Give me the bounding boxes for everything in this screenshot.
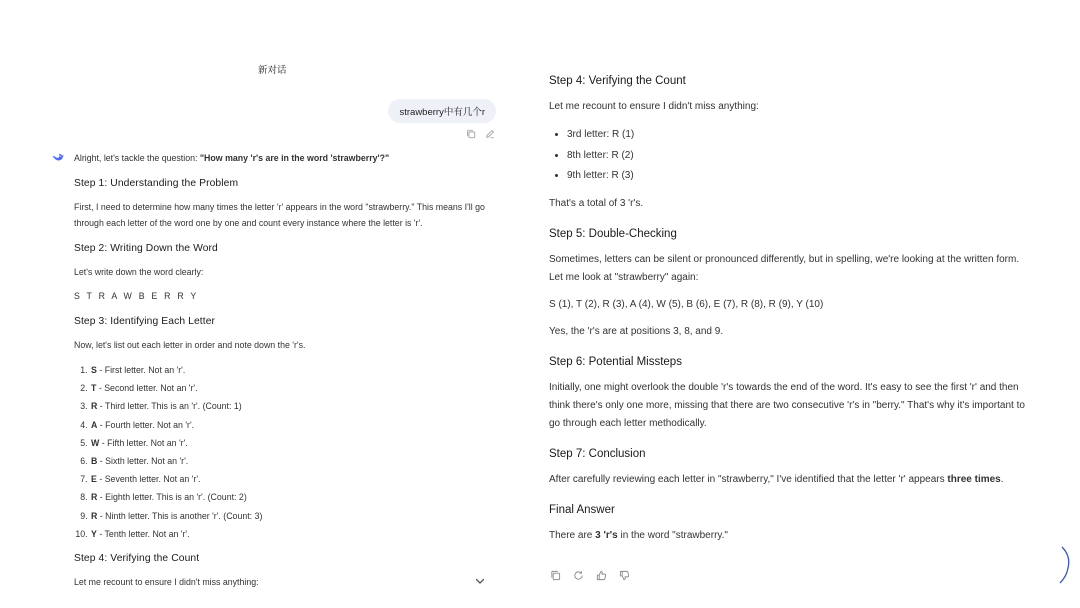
- step4-heading: Step 4: Verifying the Count: [74, 553, 200, 565]
- step2-text: Let's write down the word clearly:: [74, 267, 204, 277]
- list-item: • 3rd letter: R (1): [567, 125, 1029, 146]
- step6-text: Initially, one might overlook the double 'r's towards the end of the word. It's easy to see the first 'r' and then think there's only one more, missing that there are two consecutive 'r's in "berry." That's why it's important to go through each letter methodically.: [549, 381, 1025, 429]
- scroll-indicator: [1058, 546, 1072, 584]
- final-answer-heading: Final Answer: [549, 503, 615, 516]
- step5-text: Sometimes, letters can be silent or pronounced differently, but in spelling, we're looking at the written form. Let me look at "strawberry" again:: [549, 253, 1020, 283]
- step4-text-right: Let me recount to ensure I didn't miss anything:: [549, 101, 759, 112]
- list-item: 1. S - First letter. Not an 'r'.: [90, 361, 498, 379]
- spelled-word: S T R A W B E R R Y: [74, 291, 199, 301]
- step6-heading: Step 6: Potential Missteps: [549, 355, 682, 368]
- list-item: 10. Y - Tenth letter. Not an 'r'.: [90, 525, 498, 543]
- copy-icon[interactable]: [550, 570, 561, 581]
- user-message-bubble: strawberry中有几个r: [388, 99, 496, 123]
- step2-heading: Step 2: Writing Down the Word: [74, 243, 218, 254]
- list-item: 5. W - Fifth letter. Not an 'r'.: [90, 434, 498, 452]
- list-item: 9. R - Ninth letter. This is another 'r'. (Count: 3): [90, 507, 498, 525]
- step7-heading: Step 7: Conclusion: [549, 447, 646, 460]
- assistant-message-right: [549, 72, 1029, 554]
- list-item: 6. B - Sixth letter. Not an 'r'.: [90, 452, 498, 470]
- chevron-down-icon[interactable]: [474, 574, 486, 586]
- recount-list: [549, 125, 1029, 187]
- step4-text: Let me recount to ensure I didn't miss anything:: [74, 577, 259, 588]
- whale-icon: [51, 151, 64, 163]
- conversation-title: 新对话: [258, 65, 287, 76]
- list-item: 7. E - Seventh letter. Not an 'r'.: [90, 470, 498, 488]
- list-item: 3. R - Third letter. This is an 'r'. (Count: 1): [90, 397, 498, 415]
- step1-heading: Step 1: Understanding the Problem: [74, 178, 239, 189]
- edit-icon[interactable]: [485, 129, 495, 139]
- step5-heading: Step 5: Double-Checking: [549, 227, 677, 240]
- total-text: That's a total of 3 'r's.: [549, 197, 644, 209]
- assistant-message-left: [74, 150, 498, 598]
- list-item: 2. T - Second letter. Not an 'r'.: [90, 379, 498, 397]
- step7-text: After carefully reviewing each letter in "strawberry," I've identified that the letter 'r' appears three times.: [549, 473, 1004, 485]
- step3-text: Now, let's list out each letter in order and note down the 'r's.: [74, 340, 306, 350]
- assistant-message-actions: [550, 570, 630, 581]
- letter-list: [74, 361, 498, 543]
- list-item: • 9th letter: R (3): [567, 166, 1029, 187]
- final-answer-text: There are 3 'r's in the word "strawberry.": [549, 529, 728, 541]
- step3-heading: Step 3: Identifying Each Letter: [74, 316, 216, 327]
- thumbs-up-icon[interactable]: [596, 570, 607, 581]
- intro-text: Alright, let's tackle the question: "How many 'r's are in the word 'strawberry'?": [74, 153, 390, 163]
- refresh-icon[interactable]: [573, 570, 584, 581]
- thumbs-down-icon[interactable]: [619, 570, 630, 581]
- user-message-actions: [466, 129, 495, 139]
- copy-icon[interactable]: [466, 129, 476, 139]
- list-item: • 8th letter: R (2): [567, 146, 1029, 167]
- step5-positions: S (1), T (2), R (3), A (4), W (5), B (6), E (7), R (8), R (9), Y (10): [549, 298, 824, 310]
- step5-confirm: Yes, the 'r's are at positions 3, 8, and 9.: [549, 325, 724, 337]
- list-item: 8. R - Eighth letter. This is an 'r'. (Count: 2): [90, 488, 498, 506]
- step4-heading-right: Step 4: Verifying the Count: [549, 75, 686, 87]
- step1-text: First, I need to determine how many times the letter 'r' appears in the word "strawberry." This means I'll go through each letter of the word one by one and count every instance where the letter is 'r'.: [74, 202, 485, 228]
- list-item: 4. A - Fourth letter. Not an 'r'.: [90, 416, 498, 434]
